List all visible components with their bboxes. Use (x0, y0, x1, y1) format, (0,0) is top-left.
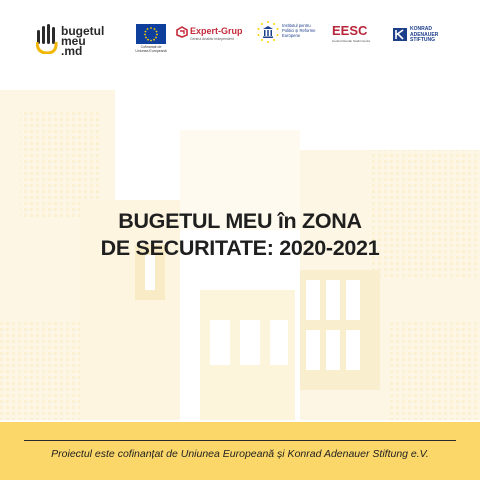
kas-line2: ADENAUER (410, 31, 439, 38)
eu-logo (134, 24, 168, 56)
expert-grup-logo (176, 26, 248, 46)
expert-grup-subtitle: Centrul Analitic Independent (190, 37, 234, 41)
kas-name (410, 27, 438, 44)
expert-grup-name: Expert-Grup (190, 26, 243, 36)
wordmark-line3: .md (61, 44, 83, 58)
ipre-line1: Institutul pentru (282, 23, 311, 28)
ipre-line2: Politici și Reforme (282, 28, 316, 33)
eesc-name: EESC (332, 23, 368, 38)
partner-logos-header (0, 0, 480, 70)
eesc-logo (332, 24, 376, 48)
ipre-logo (256, 20, 320, 50)
eu-caption-line2: Uniunea Europeană (135, 49, 167, 53)
kas-logo (393, 26, 453, 46)
kas-mark-icon (393, 28, 407, 41)
eesc-subtitle: Centrul Român Studii Centre (332, 39, 371, 43)
kas-line3: STIFTUNG (410, 37, 435, 43)
bugetul-meu-wordmark (61, 26, 104, 56)
wordmark-line1: bugetul (61, 24, 105, 38)
footer-cofinance-text: Proiectul este cofinanțat de Uniunea Europeană și Konrad Adenauer Stiftung e.V. (51, 448, 429, 460)
ipre-building-icon (256, 20, 280, 44)
bugetul-meu-logo (36, 22, 110, 62)
footer-band (0, 422, 480, 480)
poster-title (0, 208, 480, 262)
eu-flag-icon (136, 24, 166, 44)
ipre-line3: Europene (282, 33, 301, 38)
title-line1: BUGETUL MEU în ZONA (118, 209, 362, 233)
ipre-name (282, 23, 316, 38)
expert-grup-icon (176, 26, 188, 38)
kas-line1: KONRAD (410, 26, 432, 32)
footer-divider (24, 440, 456, 441)
eu-caption (134, 45, 168, 53)
wordmark-line2: meu (61, 34, 86, 48)
eu-caption-line1: Cofinanțat de (140, 45, 162, 49)
title-line2: DE SECURITATE: 2020-2021 (100, 236, 380, 260)
hand-icon (36, 24, 58, 54)
